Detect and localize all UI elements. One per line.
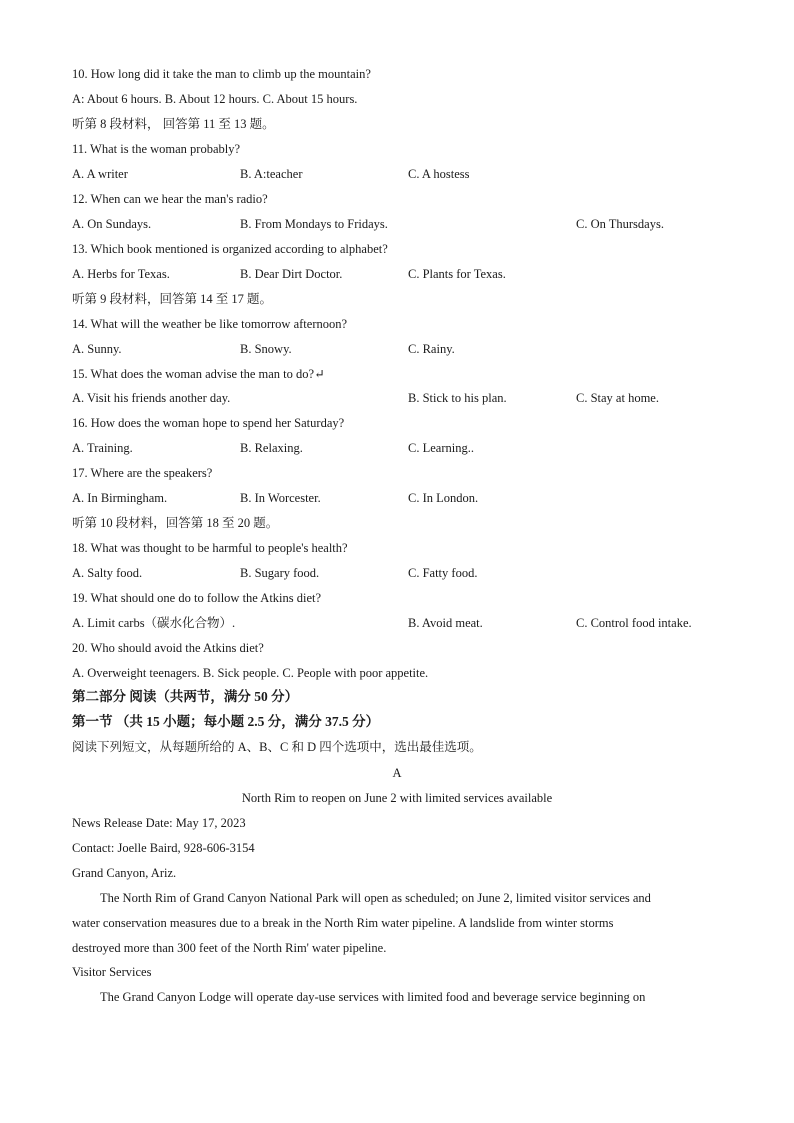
- option-b: B. Sugary food.: [240, 566, 320, 580]
- option-b: B. In Worcester.: [240, 491, 321, 505]
- option-a: A. On Sundays.: [72, 217, 152, 231]
- option-a: A. Salty food.: [72, 566, 143, 580]
- option-a: A. In Birmingham.: [72, 491, 168, 505]
- option-c: C. Rainy.: [408, 342, 455, 356]
- passage-headline: North Rim to reopen on June 2 with limited services available: [241, 791, 553, 805]
- option-b: B. From Mondays to Fridays.: [240, 217, 388, 231]
- option-a: A. Herbs for Texas.: [72, 267, 170, 281]
- option-a: A. Visit his friends another day.: [72, 391, 231, 405]
- part-2-title: 第二部分 阅读（共两节，满分 50 分）: [72, 689, 299, 704]
- section-1-title: 第一节 （共 15 小题；每小题 2.5 分，满分 37.5 分）: [72, 714, 380, 729]
- question-16-options: [72, 440, 722, 456]
- question-11-options: [72, 166, 722, 182]
- option-c: C. In London.: [408, 491, 479, 505]
- option-b: B. Snowy.: [240, 342, 292, 356]
- option-a: A. A writer: [72, 167, 128, 181]
- option-c: C. Plants for Texas.: [408, 267, 506, 281]
- question-14-options: [72, 341, 722, 357]
- question-15: 15. What does the woman advise the man to do?↵: [72, 367, 325, 381]
- passage-label: A: [392, 766, 402, 780]
- option-c: C. Control food intake.: [576, 616, 692, 630]
- question-20-options: A. Overweight teenagers. B. Sick people. C. People with poor appetite.: [72, 666, 429, 680]
- question-10-options: A: About 6 hours. B. About 12 hours. C. About 15 hours.: [72, 92, 358, 106]
- question-14: 14. What will the weather be like tomorrow afternoon?: [72, 317, 348, 331]
- option-a: A. Training.: [72, 441, 133, 455]
- section-10-instruction: 听第 10 段材料，回答第 18 至 20 题。: [72, 516, 279, 530]
- paragraph-1-line-3: destroyed more than 300 feet of the North Rim' water pipeline.: [72, 941, 387, 955]
- option-b: B. Relaxing.: [240, 441, 303, 455]
- option-b: B. Dear Dirt Doctor.: [240, 267, 343, 281]
- question-19-options: [72, 615, 722, 631]
- contact-info: Contact: Joelle Baird, 928-606-3154: [72, 841, 255, 855]
- option-c: C. A hostess: [408, 167, 470, 181]
- question-18-options: [72, 565, 722, 581]
- question-10: 10. How long did it take the man to climb up the mountain?: [72, 67, 371, 81]
- question-17-options: [72, 490, 722, 506]
- question-17: 17. Where are the speakers?: [72, 466, 213, 480]
- question-15-options: [72, 390, 722, 406]
- question-12: 12. When can we hear the man's radio?: [72, 192, 268, 206]
- question-13-options: [72, 266, 722, 282]
- option-b: B. Avoid meat.: [408, 616, 483, 630]
- option-c: C. Stay at home.: [576, 391, 659, 405]
- question-18: 18. What was thought to be harmful to people's health?: [72, 541, 348, 555]
- question-11: 11. What is the woman probably?: [72, 142, 241, 156]
- paragraph-1-line-1: The North Rim of Grand Canyon National Park will open as scheduled; on June 2, limited visitor services and: [100, 891, 651, 905]
- option-b: B. Stick to his plan.: [408, 391, 507, 405]
- question-20: 20. Who should avoid the Atkins diet?: [72, 641, 264, 655]
- location: Grand Canyon, Ariz.: [72, 866, 177, 880]
- question-12-options: [72, 216, 722, 232]
- section-9-instruction: 听第 9 段材料，回答第 14 至 17 题。: [72, 292, 273, 306]
- paragraph-2-line-1: The Grand Canyon Lodge will operate day-use services with limited food and beverage service beginning on: [100, 990, 646, 1004]
- option-c: C. Fatty food.: [408, 566, 478, 580]
- question-19: 19. What should one do to follow the Atkins diet?: [72, 591, 322, 605]
- release-date: News Release Date: May 17, 2023: [72, 816, 246, 830]
- paragraph-1-line-2: water conservation measures due to a break in the North Rim water pipeline. A landslide from winter storms: [72, 916, 614, 930]
- option-b: B. A:teacher: [240, 167, 303, 181]
- visitor-services-heading: Visitor Services: [72, 965, 152, 979]
- question-16: 16. How does the woman hope to spend her Saturday?: [72, 416, 345, 430]
- option-a: A. Sunny.: [72, 342, 122, 356]
- reading-instructions: 阅读下列短文，从每题所给的 A、B、C 和 D 四个选项中，选出最佳选项。: [72, 740, 482, 754]
- option-c: C. Learning..: [408, 441, 474, 455]
- section-8-instruction: 听第 8 段材料， 回答第 11 至 13 题。: [72, 117, 275, 131]
- option-c: C. On Thursdays.: [576, 217, 664, 231]
- option-a: A. Limit carbs（碳水化合物）.: [72, 616, 236, 630]
- question-13: 13. Which book mentioned is organized according to alphabet?: [72, 242, 388, 256]
